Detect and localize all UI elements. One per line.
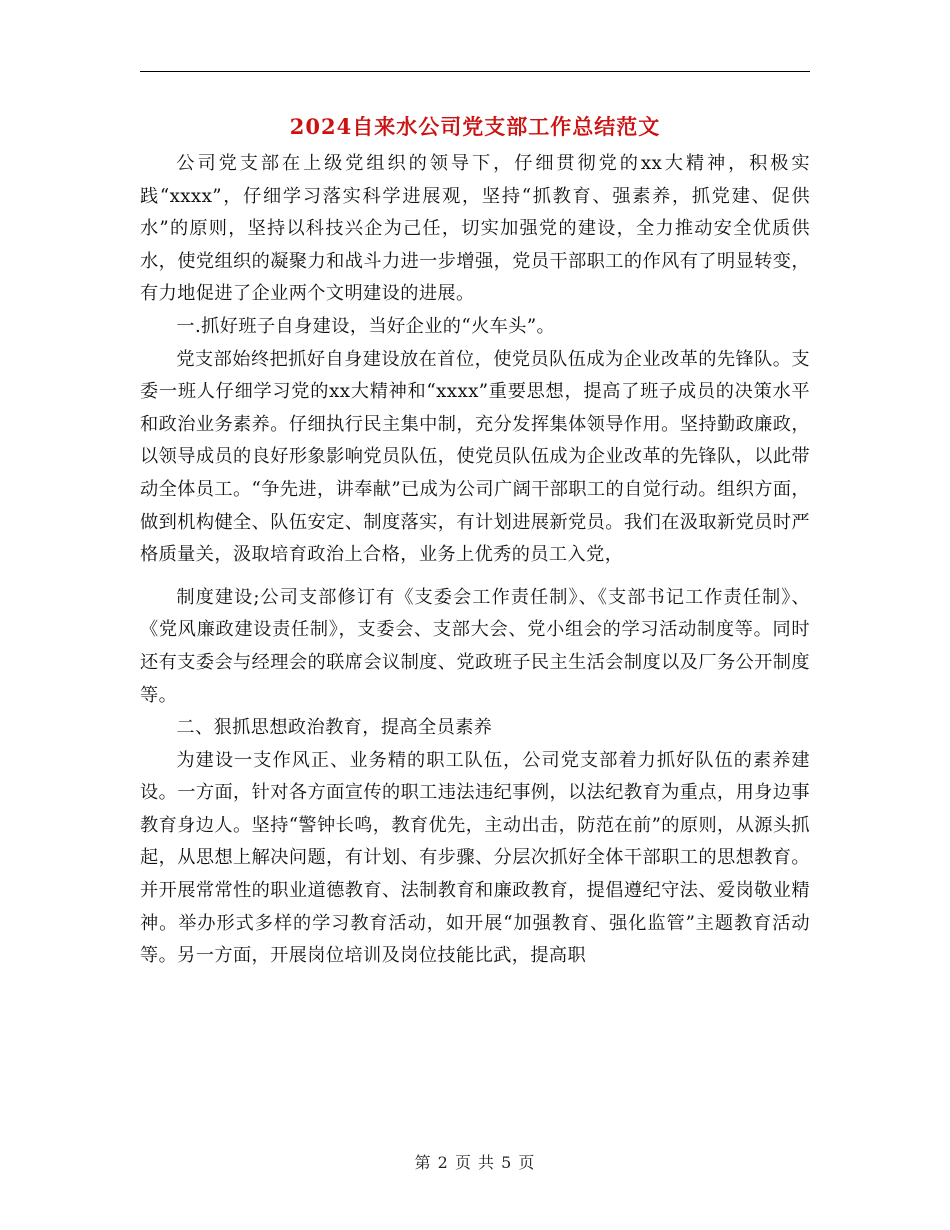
paragraph-leadership: 党支部始终把抓好自身建设放在首位，使党员队伍成为企业改革的先锋队。支委一班人仔细学习党的xx大精神和“xxxx”重要思想，提高了班子成员的决策水平和政治业务素养。仔细执行民主集中制，充分发挥集体领导作用。坚持勤政廉政，以领导成员的良好形象影响党员队伍，使党员队伍成为企业改革的先锋队，以此带动全体员工。“争先进，讲奉献”已成为公司广阔干部职工的自觉行动。组织方面，做到机构健全、队伍安定、制度落实，有计划进展新党员。我们在汲取新党员时严格质量关，汲取培育政治上合格，业务上优秀的员工入党， xyxy=(140,348,810,566)
paragraph-rules: 制度建设;公司支部修订有《支委会工作责任制》、《支部书记工作责任制》、《党风廉政建设责任制》，支委会、支部大会、党小组会的学习活动制度等。同时还有支委会与经理会的联席会议制度、党政班子民主生活会制度以及厂务公开制度等。 xyxy=(140,586,810,706)
document-body xyxy=(140,148,810,973)
section-heading-1: 一.抓好班子自身建设，当好企业的“火车头”。 xyxy=(176,315,556,337)
paragraph-education: 为建设一支作风正、业务精的职工队伍，公司党支部着力抓好队伍的素养建设。一方面，针对各方面宣传的职工违法违纪事例，以法纪教育为重点，用身边事教育身边人。坚持“警钟长鸣，教育优先，主动出击，防范在前”的原则，从源头抓起，从思想上解决问题，有计划、有步骤、分层次抓好全体干部职工的思想教育。并开展常常性的职业道德教育、法制教育和廉政教育，提倡遵纪守法、爱岗敬业精神。举办形式多样的学习教育活动，如开展“加强教育、强化监管”主题教育活动等。另一方面，开展岗位培训及岗位技能比武，提高职 xyxy=(140,749,810,967)
section-heading-2: 二、狠抓思想政治教育，提高全员素养 xyxy=(176,717,493,739)
page-number-footer: 第 2 页 共 5 页 xyxy=(414,1153,536,1172)
document-title: 2024自来水公司党支部工作总结范文 xyxy=(289,114,661,139)
paragraph-intro: 公司党支部在上级党组织的领导下，仔细贯彻党的xx大精神，积极实践“xxxx”，仔细学习落实科学进展观，坚持“抓教育、强素养，抓党建、促供水”的原则，坚持以科技兴企为己任，切实加强党的建设，全力推动安全优质供水，使党组织的凝聚力和战斗力进一步增强，党员干部职工的作风有了明显转变，有力地促进了企业两个文明建设的进展。 xyxy=(140,153,810,305)
header-rule xyxy=(140,71,810,72)
